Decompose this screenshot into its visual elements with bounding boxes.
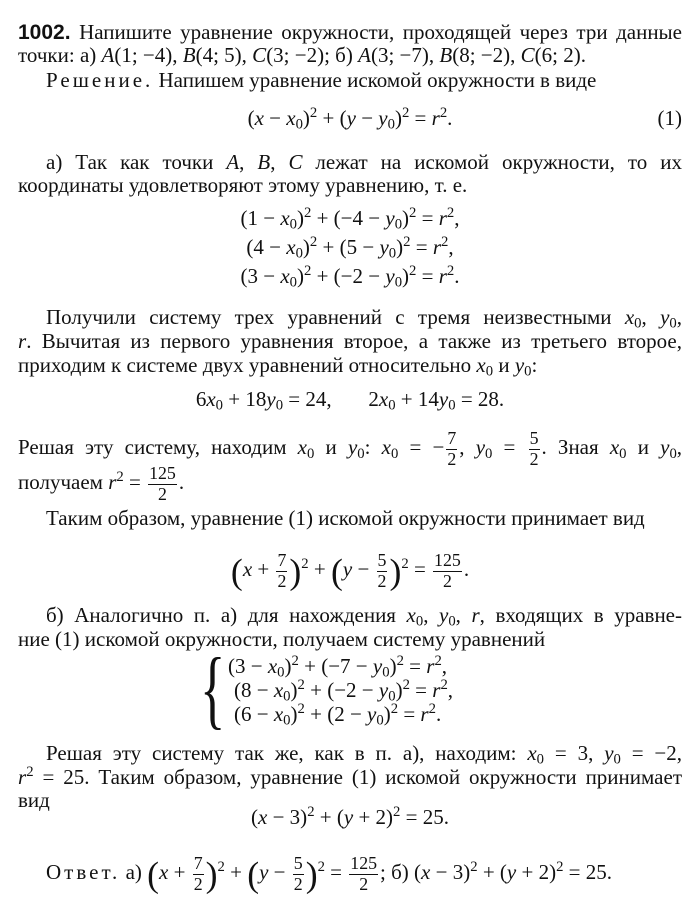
problem-statement-line-1: 1002. Напишите уравнение окружности, проходящей через три данные xyxy=(18,20,682,44)
part-a-text-line-2: координаты удовлетворяют этому уравнению, т. е. xyxy=(18,173,468,197)
part-b-result: $(x - 3)^2 + (y + 2)^2 = 25$. xyxy=(251,803,449,829)
solution-label: Решение. xyxy=(46,68,154,92)
part-b-equation-3: $(6 - x_0)^2 + (2 - y_0)^2 = r^2$. xyxy=(234,700,442,729)
part-b-equation-1: $(3 - x_0)^2 + (-7 - y_0)^2 = r^2$, xyxy=(228,652,448,681)
equation-number: (1) xyxy=(657,106,682,130)
part-b-text-line-1: б) Аналогично п. а) для нахождения $x_0$, $y_0$, r, входящих в уравне- xyxy=(46,603,682,630)
part-a-para3-line-1: Решая эту систему, находим $x_0$ и $y_0$: $x_0$ = − $\frac{7}{2}$ , $y_0$ = $\frac{5}{2}$ . Зная $x_0$ и $y_0$, xyxy=(18,428,683,469)
system-brace: { xyxy=(200,641,226,738)
fraction-7-2: $\frac{7}{2}$ xyxy=(447,428,457,469)
part-a-para2-line-3: приходим к системе двух уравнений относительно $x_0$ и $y_0$: xyxy=(18,353,538,380)
part-a-equation-1: $(1 - x_0)^2 + (-4 - y_0)^2 = r^2$, xyxy=(240,204,460,233)
part-a-text-line-1: а) Так как точки A, B, C лежат на искомой окружности, то их xyxy=(46,150,682,174)
fraction-5-2: $\frac{5}{2}$ xyxy=(529,428,539,469)
part-a-equation-2: $(4 - x_0)^2 + (5 - y_0)^2 = r^2$, xyxy=(246,233,454,262)
part-b-equation-2: $(8 - x_0)^2 + (-2 - y_0)^2 = r^2$, xyxy=(234,676,454,705)
part-a-conclusion: Таким образом, уравнение (1) искомой окружности принимает вид xyxy=(46,506,645,530)
part-a-para3-line-2: получаем $r^2$ = $\frac{125}{2}$ . xyxy=(18,463,185,504)
solution-intro xyxy=(46,68,682,92)
part-b-para2-line-3: вид xyxy=(18,788,50,812)
fraction-125-2: $\frac{125}{2}$ xyxy=(149,463,176,504)
linear-system: $6x_0 + 18y_0 = 24$, $2x_0 + 14y_0 = 28$. xyxy=(195,387,505,414)
problem-number: 1002. xyxy=(18,21,71,44)
part-a-equation-3: $(3 - x_0)^2 + (-2 - y_0)^2 = r^2$. xyxy=(240,262,460,291)
general-equation: $(x - x_0)^2 + (y - y_0)^2 = r^2$. xyxy=(247,104,453,133)
part-a-result: (x + $\frac{7}{2}$ )$^2$ + (y − $\frac{5}{2}$ )$^2$ = $\frac{125}{2}$ . xyxy=(230,550,470,592)
part-a-para2-line-2: r. Вычитая из первого уравнения второе, а также из третьего второе, xyxy=(18,329,682,353)
part-b-para2-line-1: Решая эту систему так же, как в п. а), находим: $x_0 = 3$, $y_0 = -2$, xyxy=(46,741,683,768)
part-b-para2-line-2: $r^2 = 25$. Таким образом, уравнение (1) искомой окружности принимает xyxy=(18,763,682,789)
answer-label: Ответ. xyxy=(46,860,121,885)
problem-statement-line-2: точки: а) A(1; −4), B(4; 5), C(3; −2); б) A(3; −7), B(8; −2), C(6; 2). xyxy=(18,43,586,67)
part-a-para2-line-1: Получили систему трех уравнений с тремя неизвестными $x_0$, $y_0$, xyxy=(46,305,682,332)
solution-intro-text: Напишем уравнение искомой окружности в виде xyxy=(158,68,597,92)
part-b-text-line-2: ние (1) искомой окружности, получаем систему уравнений xyxy=(18,627,546,651)
answer: Ответ. а) (x + $\frac{7}{2}$ )$^2$ + (y − $\frac{5}{2}$ )$^2$ = $\frac{125}{2}$ ; б) $(x - 3)^2 + (y + 2)^2 = 25$. xyxy=(46,853,613,895)
